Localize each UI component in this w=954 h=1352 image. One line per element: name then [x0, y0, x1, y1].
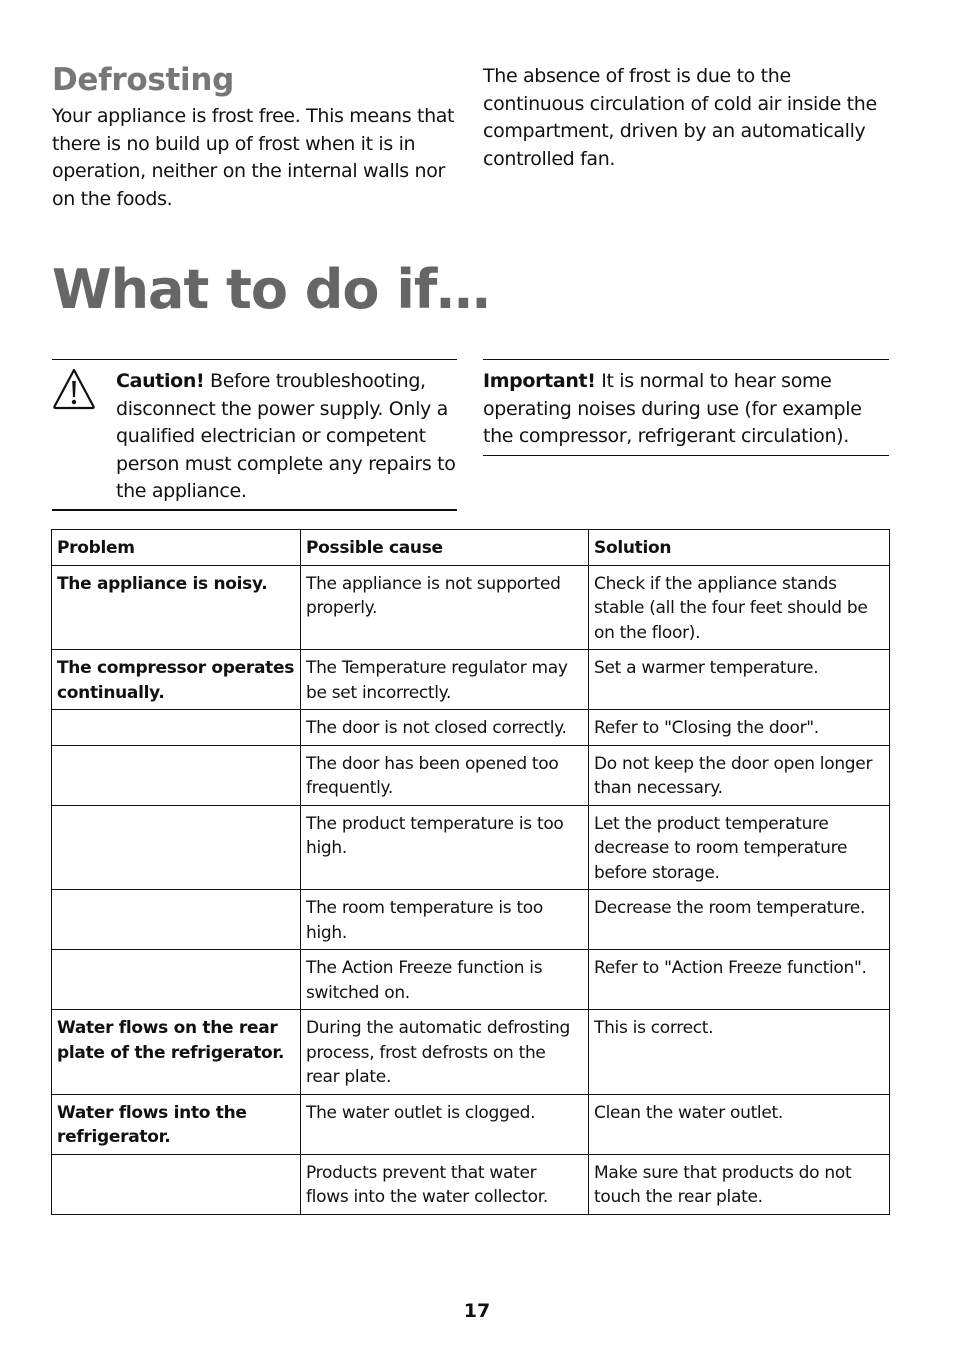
- defrosting-paragraph-left: Your appliance is frost free. This means that there is no build up of frost when it is in operation, neither on the internal walls nor on the foods.: [52, 105, 455, 210]
- important-label: Important!: [483, 370, 596, 392]
- problem-cell: [52, 710, 301, 746]
- cause-cell: The product temperature is too high.: [301, 805, 589, 890]
- solution-cell: Let the product temperature decrease to room temperature before storage.: [589, 805, 890, 890]
- solution-cell: Do not keep the door open longer than necessary.: [589, 745, 890, 805]
- solution-cell: This is correct.: [589, 1010, 890, 1095]
- important-text: [483, 368, 893, 451]
- cause-cell: The appliance is not supported properly.: [301, 565, 589, 650]
- solution-cell: Make sure that products do not touch the rear plate.: [589, 1154, 890, 1214]
- caution-label: Caution!: [116, 370, 205, 392]
- page-number: 17: [463, 1300, 491, 1322]
- cause-cell: The door is not closed correctly.: [301, 710, 589, 746]
- header-solution: Solution: [589, 530, 890, 566]
- caution-body: Before troubleshooting, disconnect the power supply. Only a qualified electrician or competent person must complete any repairs to the appliance.: [116, 370, 456, 502]
- problem-cell: [52, 950, 301, 1010]
- table-row: [52, 565, 890, 650]
- defrosting-heading: Defrosting: [52, 62, 234, 98]
- table-row: [52, 650, 890, 710]
- problem-cell: The appliance is noisy.: [52, 565, 301, 650]
- problem-cell: Water flows on the rear plate of the refrigerator.: [52, 1010, 301, 1095]
- problem-cell: Water flows into the refrigerator.: [52, 1094, 301, 1154]
- table-row: [52, 890, 890, 950]
- table-row: [52, 745, 890, 805]
- table-row: [52, 1154, 890, 1214]
- cause-cell: The door has been opened too frequently.: [301, 745, 589, 805]
- solution-cell: Clean the water outlet.: [589, 1094, 890, 1154]
- caution-note: [52, 359, 457, 511]
- table-row: [52, 950, 890, 1010]
- table-row: [52, 1094, 890, 1154]
- problem-cell: [52, 1154, 301, 1214]
- cause-cell: The water outlet is clogged.: [301, 1094, 589, 1154]
- table-header-row: [52, 530, 890, 566]
- table-row: [52, 1010, 890, 1095]
- defrosting-section: [52, 62, 462, 213]
- header-possible-cause: Possible cause: [301, 530, 589, 566]
- caution-text: [116, 368, 466, 506]
- problem-cell: The compressor operates continually.: [52, 650, 301, 710]
- cause-cell: The Temperature regulator may be set incorrectly.: [301, 650, 589, 710]
- what-to-do-heading: What to do if…: [52, 258, 490, 321]
- important-body: It is normal to hear some operating noises during use (for example the compressor, refrigerant circulation).: [483, 370, 862, 447]
- problem-cell: [52, 745, 301, 805]
- problem-cell: [52, 805, 301, 890]
- important-note: [483, 359, 889, 456]
- warning-triangle-icon: [52, 367, 96, 411]
- problem-cell: [52, 890, 301, 950]
- cause-cell: During the automatic defrosting process, frost defrosts on the rear plate.: [301, 1010, 589, 1095]
- solution-cell: Refer to "Closing the door".: [589, 710, 890, 746]
- table-row: [52, 710, 890, 746]
- cause-cell: The Action Freeze function is switched on.: [301, 950, 589, 1010]
- solution-cell: Decrease the room temperature.: [589, 890, 890, 950]
- troubleshooting-table: [51, 529, 890, 1215]
- solution-cell: Check if the appliance stands stable (all the four feet should be on the floor).: [589, 565, 890, 650]
- solution-cell: Set a warmer temperature.: [589, 650, 890, 710]
- defrosting-continued: [483, 63, 895, 173]
- cause-cell: The room temperature is too high.: [301, 890, 589, 950]
- table-row: [52, 805, 890, 890]
- cause-cell: Products prevent that water flows into the water collector.: [301, 1154, 589, 1214]
- header-problem: Problem: [52, 530, 301, 566]
- solution-cell: Refer to "Action Freeze function".: [589, 950, 890, 1010]
- defrosting-paragraph-right: The absence of frost is due to the continuous circulation of cold air inside the compartment, driven by an automatically controlled fan.: [483, 65, 877, 170]
